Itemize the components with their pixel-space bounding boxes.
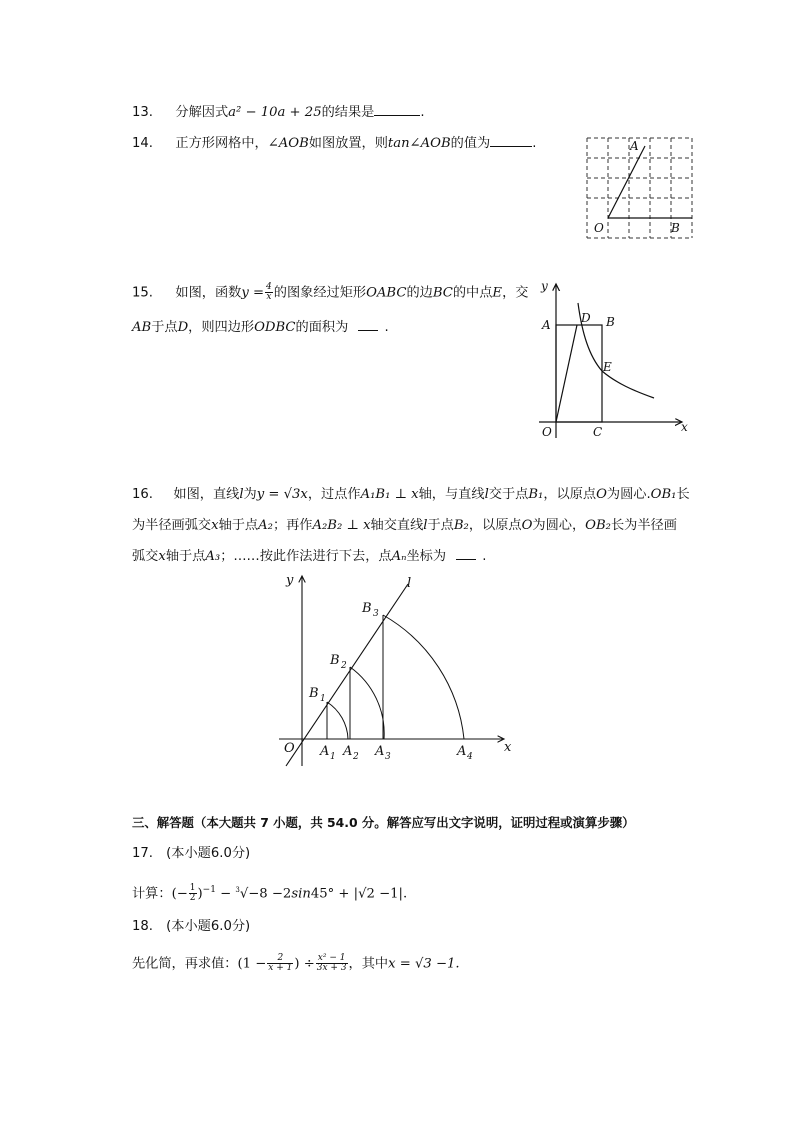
q16-l1-4: ，过点作 <box>307 487 361 502</box>
q16-l2-9: B₂ <box>453 518 469 533</box>
q15-frac-den: x <box>266 292 272 302</box>
question-18-header: 18. (本小题6.0分) <box>132 919 251 934</box>
q16-axis-y: y <box>286 573 294 588</box>
q16-l1-11: O <box>596 487 607 502</box>
q16-number: 16. <box>132 487 153 502</box>
question-13 <box>132 104 425 122</box>
q16-origin: O <box>284 741 295 756</box>
q16-A4: A <box>457 744 467 759</box>
q16-axis-x: x <box>504 740 512 755</box>
question-15-line-2 <box>132 319 389 337</box>
q14-number: 14. <box>132 136 153 151</box>
q16-l2-1: x <box>211 518 219 533</box>
q13-end: . <box>420 105 425 120</box>
question-16-line-2 <box>132 517 677 535</box>
q17-p4: −2 <box>267 886 292 902</box>
q16-A1-sub: 1 <box>330 752 336 762</box>
question-18-body <box>132 954 460 974</box>
q16-l1-10: ，以原点 <box>543 487 597 502</box>
q14-text-2: 如图放置，则 <box>308 136 388 151</box>
question-17-header: 17. (本小题6.0分) <box>132 846 251 861</box>
q15-axis-y: y <box>541 279 548 293</box>
q18-f2-num: x² − 1 <box>316 954 348 964</box>
q16-answer-blank[interactable] <box>456 559 476 560</box>
q16-l3-5: Aₙ <box>391 549 407 564</box>
q16-end: . <box>482 549 487 564</box>
q15-label-B: B <box>606 315 615 329</box>
q16-l1-3: y = √3x <box>256 487 308 502</box>
q15-frac-num: 4 <box>266 282 272 292</box>
q18-p2: ) ÷ <box>294 956 315 972</box>
q14-text-3: 的值为 <box>450 136 491 151</box>
q16-l2-10: ，以原点 <box>468 518 522 533</box>
q16-A1: A <box>320 744 330 759</box>
q16-l3-1: x <box>158 549 166 564</box>
q16-B2-sub: 2 <box>341 661 347 671</box>
q16-l2-14: 长为半径画 <box>610 518 677 533</box>
q17-p5: 45° + | <box>310 886 359 902</box>
q14-label-B: B <box>671 221 680 235</box>
q18-p1: (1 − <box>237 956 267 972</box>
q17-sqrt2: √2 <box>358 886 375 902</box>
q13-answer-blank[interactable] <box>374 115 420 116</box>
q14-answer-blank[interactable] <box>490 146 532 147</box>
q13-number: 13. <box>132 105 153 120</box>
question-14 <box>132 135 536 153</box>
q17-exponent: −1 <box>202 885 216 895</box>
q16-l2-3: A₂ <box>258 518 273 533</box>
q16-l3-6: 坐标为 <box>406 549 447 564</box>
q13-expression: a² − 10a + 25 <box>228 105 322 120</box>
q15-text-7: ，则四边形 <box>188 320 255 335</box>
q16-l3-3: A₃ <box>205 549 221 564</box>
q15-end: . <box>384 320 389 335</box>
q16-l2-12: 为圆心， <box>532 518 586 533</box>
q16-B2: B <box>330 653 340 668</box>
q17-fraction <box>189 884 197 903</box>
q14-text-1: 正方形网格中， <box>175 136 268 151</box>
q18-text-1: 先化简，再求值： <box>132 956 238 972</box>
q15-label-E: E <box>603 360 612 374</box>
q15-odbc: ODBC <box>254 320 296 335</box>
q17-p1: (− <box>171 886 188 902</box>
q17-cbrt: √−8 <box>239 886 268 902</box>
q14-tan: tan∠AOB <box>387 136 451 151</box>
q18-f2-den: 3x + 3 <box>316 963 347 973</box>
q15-text-6: 于点 <box>151 320 178 335</box>
q14-angle: ∠AOB <box>267 136 309 151</box>
q17-sin: sin <box>291 886 311 902</box>
question-17-body <box>132 881 407 903</box>
q15-text-2: 的图象经过矩形 <box>273 285 367 301</box>
q15-func-y: y = <box>241 285 265 301</box>
question-16-line-1 <box>132 486 690 504</box>
q16-l2-7: l <box>423 518 428 533</box>
q16-l3-0: 弧交 <box>132 549 159 564</box>
q17-frac-den: 2 <box>189 892 196 903</box>
q16-A3-sub: 3 <box>385 752 391 762</box>
q16-figure <box>276 570 516 770</box>
q16-l1-14: 长 <box>676 487 690 502</box>
q17-p6: −1|. <box>374 886 408 902</box>
q16-l2-2: 轴于点 <box>218 518 259 533</box>
q16-A2: A <box>343 744 353 759</box>
q16-A3: A <box>375 744 385 759</box>
q15-label-C: C <box>593 425 603 439</box>
q15-label-O: O <box>542 425 552 439</box>
q16-B1-sub: 1 <box>320 694 326 704</box>
q16-l2-5: A₂B₂ ⊥ x <box>312 518 371 533</box>
q14-label-A: A <box>630 139 639 153</box>
q17-p3: − <box>215 886 236 902</box>
q16-l1-13: OB₁ <box>650 487 677 502</box>
q16-l2-11: O <box>521 518 533 533</box>
q15-answer-blank[interactable] <box>358 330 378 331</box>
q17-frac-num: 1 <box>189 882 196 893</box>
q16-l1-7: l <box>484 487 489 502</box>
q16-l3-2: 轴于点 <box>165 549 206 564</box>
q13-prefix: 分解因式 <box>175 105 229 120</box>
q18-f1-num: 2 <box>267 954 293 964</box>
q15-fraction <box>265 283 273 302</box>
q15-text-4: 的中点 <box>452 285 493 301</box>
question-16-line-3 <box>132 548 486 566</box>
q15-rect: OABC <box>366 285 407 301</box>
q17-calc-label: 计算： <box>132 886 172 902</box>
q15-d: D <box>177 320 189 335</box>
q14-label-O: O <box>594 221 604 235</box>
q16-l1-0: 如图，直线 <box>173 487 240 502</box>
q14-end: . <box>532 136 537 151</box>
q15-text-1: 如图，函数 <box>175 285 242 301</box>
q16-l2-6: 轴交直线 <box>370 518 424 533</box>
q18-x-value: x = √3 −1. <box>388 956 460 972</box>
q16-A4-sub: 4 <box>467 752 473 762</box>
q15-number: 15. <box>132 285 153 301</box>
q15-label-D: D <box>581 311 591 325</box>
q16-l2-4: ；再作 <box>272 518 313 533</box>
q16-l1-5: A₁B₁ ⊥ x <box>360 487 419 502</box>
q15-text-3: 的边 <box>406 285 433 301</box>
q16-l2-13: OB₂ <box>585 518 611 533</box>
q16-l1-1: l <box>239 487 244 502</box>
q16-line-l: l <box>407 576 412 591</box>
q15-text-5: ，交 <box>502 285 529 301</box>
section-3-heading: 三、解答题（本大题共 7 小题，共 54.0 分。解答应写出文字说明，证明过程或演算步骤） <box>132 815 635 830</box>
q15-axis-x: x <box>681 420 688 434</box>
q17-cbrt-index: 3 <box>235 886 240 894</box>
q16-l1-2: 为 <box>243 487 257 502</box>
q16-B3-sub: 3 <box>373 609 379 619</box>
q16-l2-0: 为半径画弧交 <box>132 518 212 533</box>
q13-suffix: 的结果是 <box>321 105 375 120</box>
q16-A2-sub: 2 <box>353 752 359 762</box>
q15-figure <box>534 278 694 444</box>
q16-l1-9: B₁ <box>528 487 544 502</box>
q16-l1-6: 轴，与直线 <box>418 487 485 502</box>
q15-label-A: A <box>542 318 551 332</box>
q15-text-8: 的面积为 <box>295 320 349 335</box>
q16-l1-8: 交于点 <box>488 487 529 502</box>
question-15 <box>132 283 528 303</box>
q18-f1-den: x + 1 <box>268 963 293 973</box>
q16-l2-8: 于点 <box>427 518 454 533</box>
q16-B3: B <box>362 601 372 616</box>
q15-bc: BC <box>432 285 453 301</box>
q17-p2: ) <box>197 886 203 902</box>
q15-e: E <box>492 285 503 301</box>
q16-l1-12: 为圆心. <box>606 487 651 502</box>
q14-grid-figure <box>586 137 694 240</box>
q16-l3-4: ；……按此作法进行下去，点 <box>220 549 392 564</box>
q18-fraction-1 <box>267 954 293 973</box>
q16-B1: B <box>309 686 319 701</box>
q18-fraction-2 <box>316 954 348 973</box>
q18-text-2: ，其中 <box>348 956 389 972</box>
q15-ab: AB <box>132 320 152 335</box>
